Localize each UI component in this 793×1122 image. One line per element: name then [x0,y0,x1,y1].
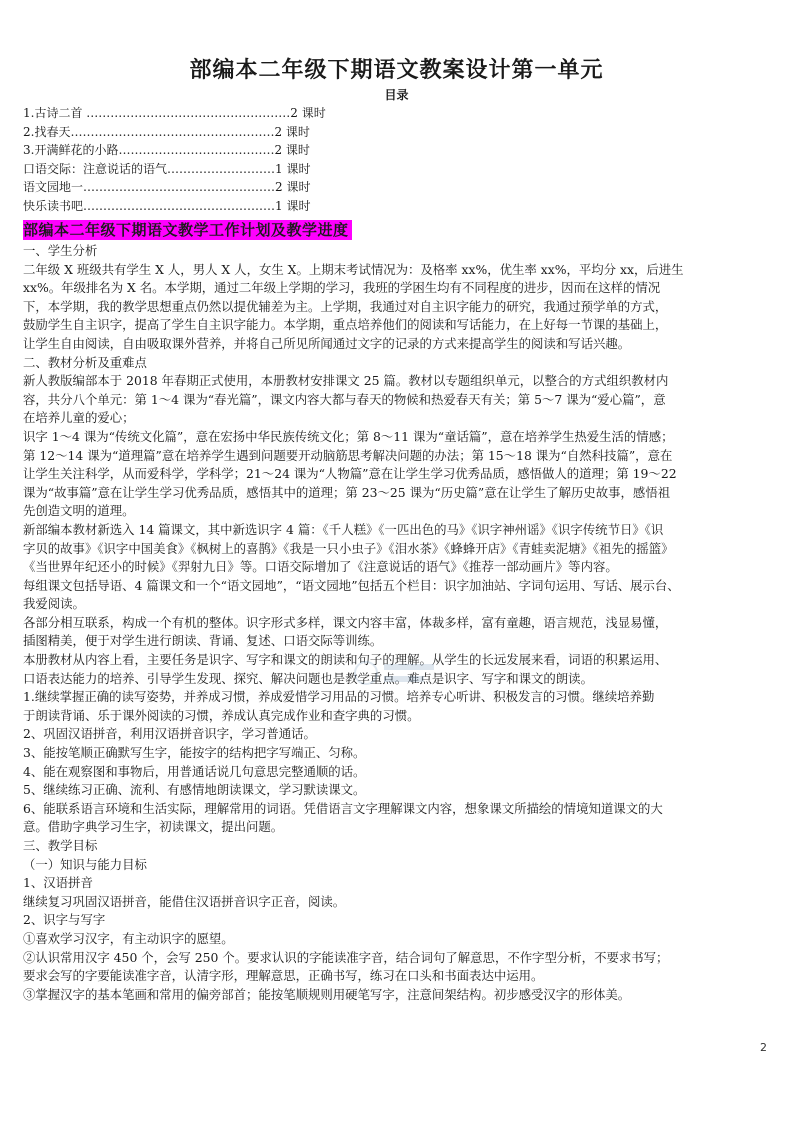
body-line: 让学生自由阅读，自由吸取课外营养，并将自己所见所闻通过文字的记录的方式来提高学生的阅读和写话兴趣。 [23,335,631,351]
toc-heading: 目录 [384,88,409,102]
toc-item[interactable]: 语文园地一…………………………………………2 课时 [23,180,311,194]
body-line: 2、识字与写字 [23,912,106,928]
toc-item[interactable]: 2.找春天……………………………………………2 课时 [23,124,310,139]
body-text [23,242,773,1004]
body-line: 一、学生分析 [23,243,98,258]
body-line: 4、能在观察图和事物后，用普通话说几句意思完整通顺的话。 [23,763,366,779]
body-line: 课为“故事篇”意在让学生学习优秀品质，感悟其中的道理；第 23～25 课为“历史篇”意在让学生了解历史故事，感悟祖 [23,484,671,500]
toc-item[interactable]: 口语交际：注意说话的语气………………………1 课时 [23,161,311,176]
body-line: 口语表达能力的培养、引导学生发现、探究、解决问题也是教学重点。难点是识字、写字和课文的朗读。 [23,670,593,686]
body-line: 新部编本教材新选入 14 篇课文，其中新选识字 4 篇：《千人糕》《一匹出色的马》《识字神州谣》《识字传统节日》《识 [23,521,664,537]
body-line: 2、巩固汉语拼音，利用汉语拼音识字，学习普通话。 [23,726,316,742]
body-line: ①喜欢学习汉字，有主动识字的愿望。 [23,930,234,946]
body-line: 新人教版编部本于 2018 年春期正式使用，本册教材安排课文 25 篇。教材以专题组织单元，以整合的方式组织教材内 [23,373,669,389]
table-of-contents [23,104,423,215]
body-line: 二年级 X 班级共有学生 X 人，男人 X 人，女生 X。上期末考试情况为：及格率 xx%，优生率 xx%，平均分 xx，后进生 [23,261,684,277]
body-line: 鼓励学生自主识字，提高了学生自主识字能力。本学期，重点培养他们的阅读和写话能力，在上好每一节课的基础上， [23,317,668,333]
document-title: 部编本二年级下期语文教案设计第一单元 [189,58,604,83]
body-line: （一）知识与能力目标 [23,856,147,872]
body-line: 插图精美，便于对学生进行朗读、背诵、复述、口语交际等训练。 [23,633,383,649]
section-banner-heading: 部编本二年级下期语文教学工作计划及教学进度 [23,220,352,240]
body-line: 二、教材分析及重难点 [23,354,147,370]
body-line: 字贝的故事》《识字中国美食》《枫树上的喜鹊》《我是一只小虫子》《泪水茶》《蜂蜂开店》《青蛙卖泥塘》《祖先的摇篮》 [23,540,674,556]
toc-item[interactable]: 3.开满鲜花的小路…………………………………2 课时 [23,143,310,157]
body-line: ②认识常用汉字 450 个，会写 250 个。要求认识的字能读准字音，结合词句了解意思，不作字型分析，不要求书写； [23,949,669,965]
body-line: 容，共分八个单元：第 1～4 课为“春光篇”，课文内容大都与春天的物候和热爱春天有关；第 5～7 课为“爱心篇”，意 [23,391,666,407]
toc-item[interactable]: 1.古诗二首 ……………………………………………2 课时 [23,106,326,120]
body-line: 继续复习巩固汉语拼音，能借住汉语拼音识字正音，阅读。 [23,893,346,909]
body-line: 1.继续掌握正确的读写姿势，并养成习惯，养成爱惜学习用品的习惯。培养专心听讲、积极发言的习惯。继续培养勤 [23,689,655,705]
body-line: 本册教材从内容上看，主要任务是识字、写字和课文的朗读和句子的理解。从学生的长远发展来看，词语的积累运用、 [23,652,668,668]
body-line: 于朗读背诵、乐于课外阅读的习惯，养成认真完成作业和查字典的习惯。 [23,707,420,723]
page-number: 2 [760,1041,767,1054]
body-line: 5、继续练习正确、流利、有感情地朗读课文，学习默读课文。 [23,782,366,798]
body-line: 我爱阅读。 [23,596,85,612]
body-line: 1、汉语拼音 [23,875,93,891]
toc-item[interactable]: 快乐读书吧…………………………………………1 课时 [23,198,311,213]
body-line: 要求会写的字要能读准字音，认清字形，理解意思，正确书写，练习在口头和书面表达中运用。 [23,968,544,984]
body-line: 各部分相互联系，构成一个有机的整体。识字形式多样，课文内容丰富，体裁多样，富有童趣，语言规范，浅显易懂， [23,614,668,630]
body-line: 每组课文包括导语、4 篇课文和一个“语文园地”，“语文园地”包括五个栏目：识字加油站、字词句运用、写话、展示台、 [23,577,680,593]
body-line: 先创造文明的道理。 [23,503,135,519]
body-line: 意。借助字典学习生字，初读课文，提出问题。 [23,819,284,835]
body-line: 3、能按笔顺正确默写生字，能按字的结构把字写端正、匀称。 [23,745,366,761]
body-line: xx%。年级排名为 X 名。本学期，通过二年级上学期的学习，我班的学困生均有不同程度的进步，因而在这样的情况 [23,280,661,296]
body-line: 下，本学期，我的教学思想重点仍然以提优辅差为主。上学期，我通过对自主识字能力的研究，我通过预学单的方式， [23,298,668,314]
body-line: 让学生关注科学，从而爱科学，学科学；21～24 课为“人物篇”意在让学生学习优秀品质，感悟做人的道理；第 19～22 [23,466,677,482]
watermark-logo [352,654,442,692]
body-line: 6、能联系语言环境和生活实际，理解常用的词语。凭借语言文字理解课文内容，想象课文所描绘的情境知道课文的大 [23,800,663,816]
body-line: 第 12～14 课为“道理篇”意在培养学生遇到问题要开动脑筋思考解决问题的办法；第 15～18 课为“自然科技篇”，意在 [23,447,673,463]
body-line: 三、教学目标 [23,838,98,853]
body-line: ③掌握汉字的基本笔画和常用的偏旁部首；能按笔顺规则用硬笔写字，注意间架结构。初步感受汉字的形体美。 [23,986,631,1002]
body-line: 在培养儿童的爱心； [23,410,135,426]
body-line: 《当世界年纪还小的时候》《羿射九日》等。口语交际增加了《注意说话的语气》《推荐一部动画片》等内容。 [23,559,618,575]
body-line: 识字 1～4 课为“传统文化篇”，意在宏扬中华民族传统文化；第 8～11 课为“童话篇”，意在培养学生热爱生活的情感； [23,428,674,444]
